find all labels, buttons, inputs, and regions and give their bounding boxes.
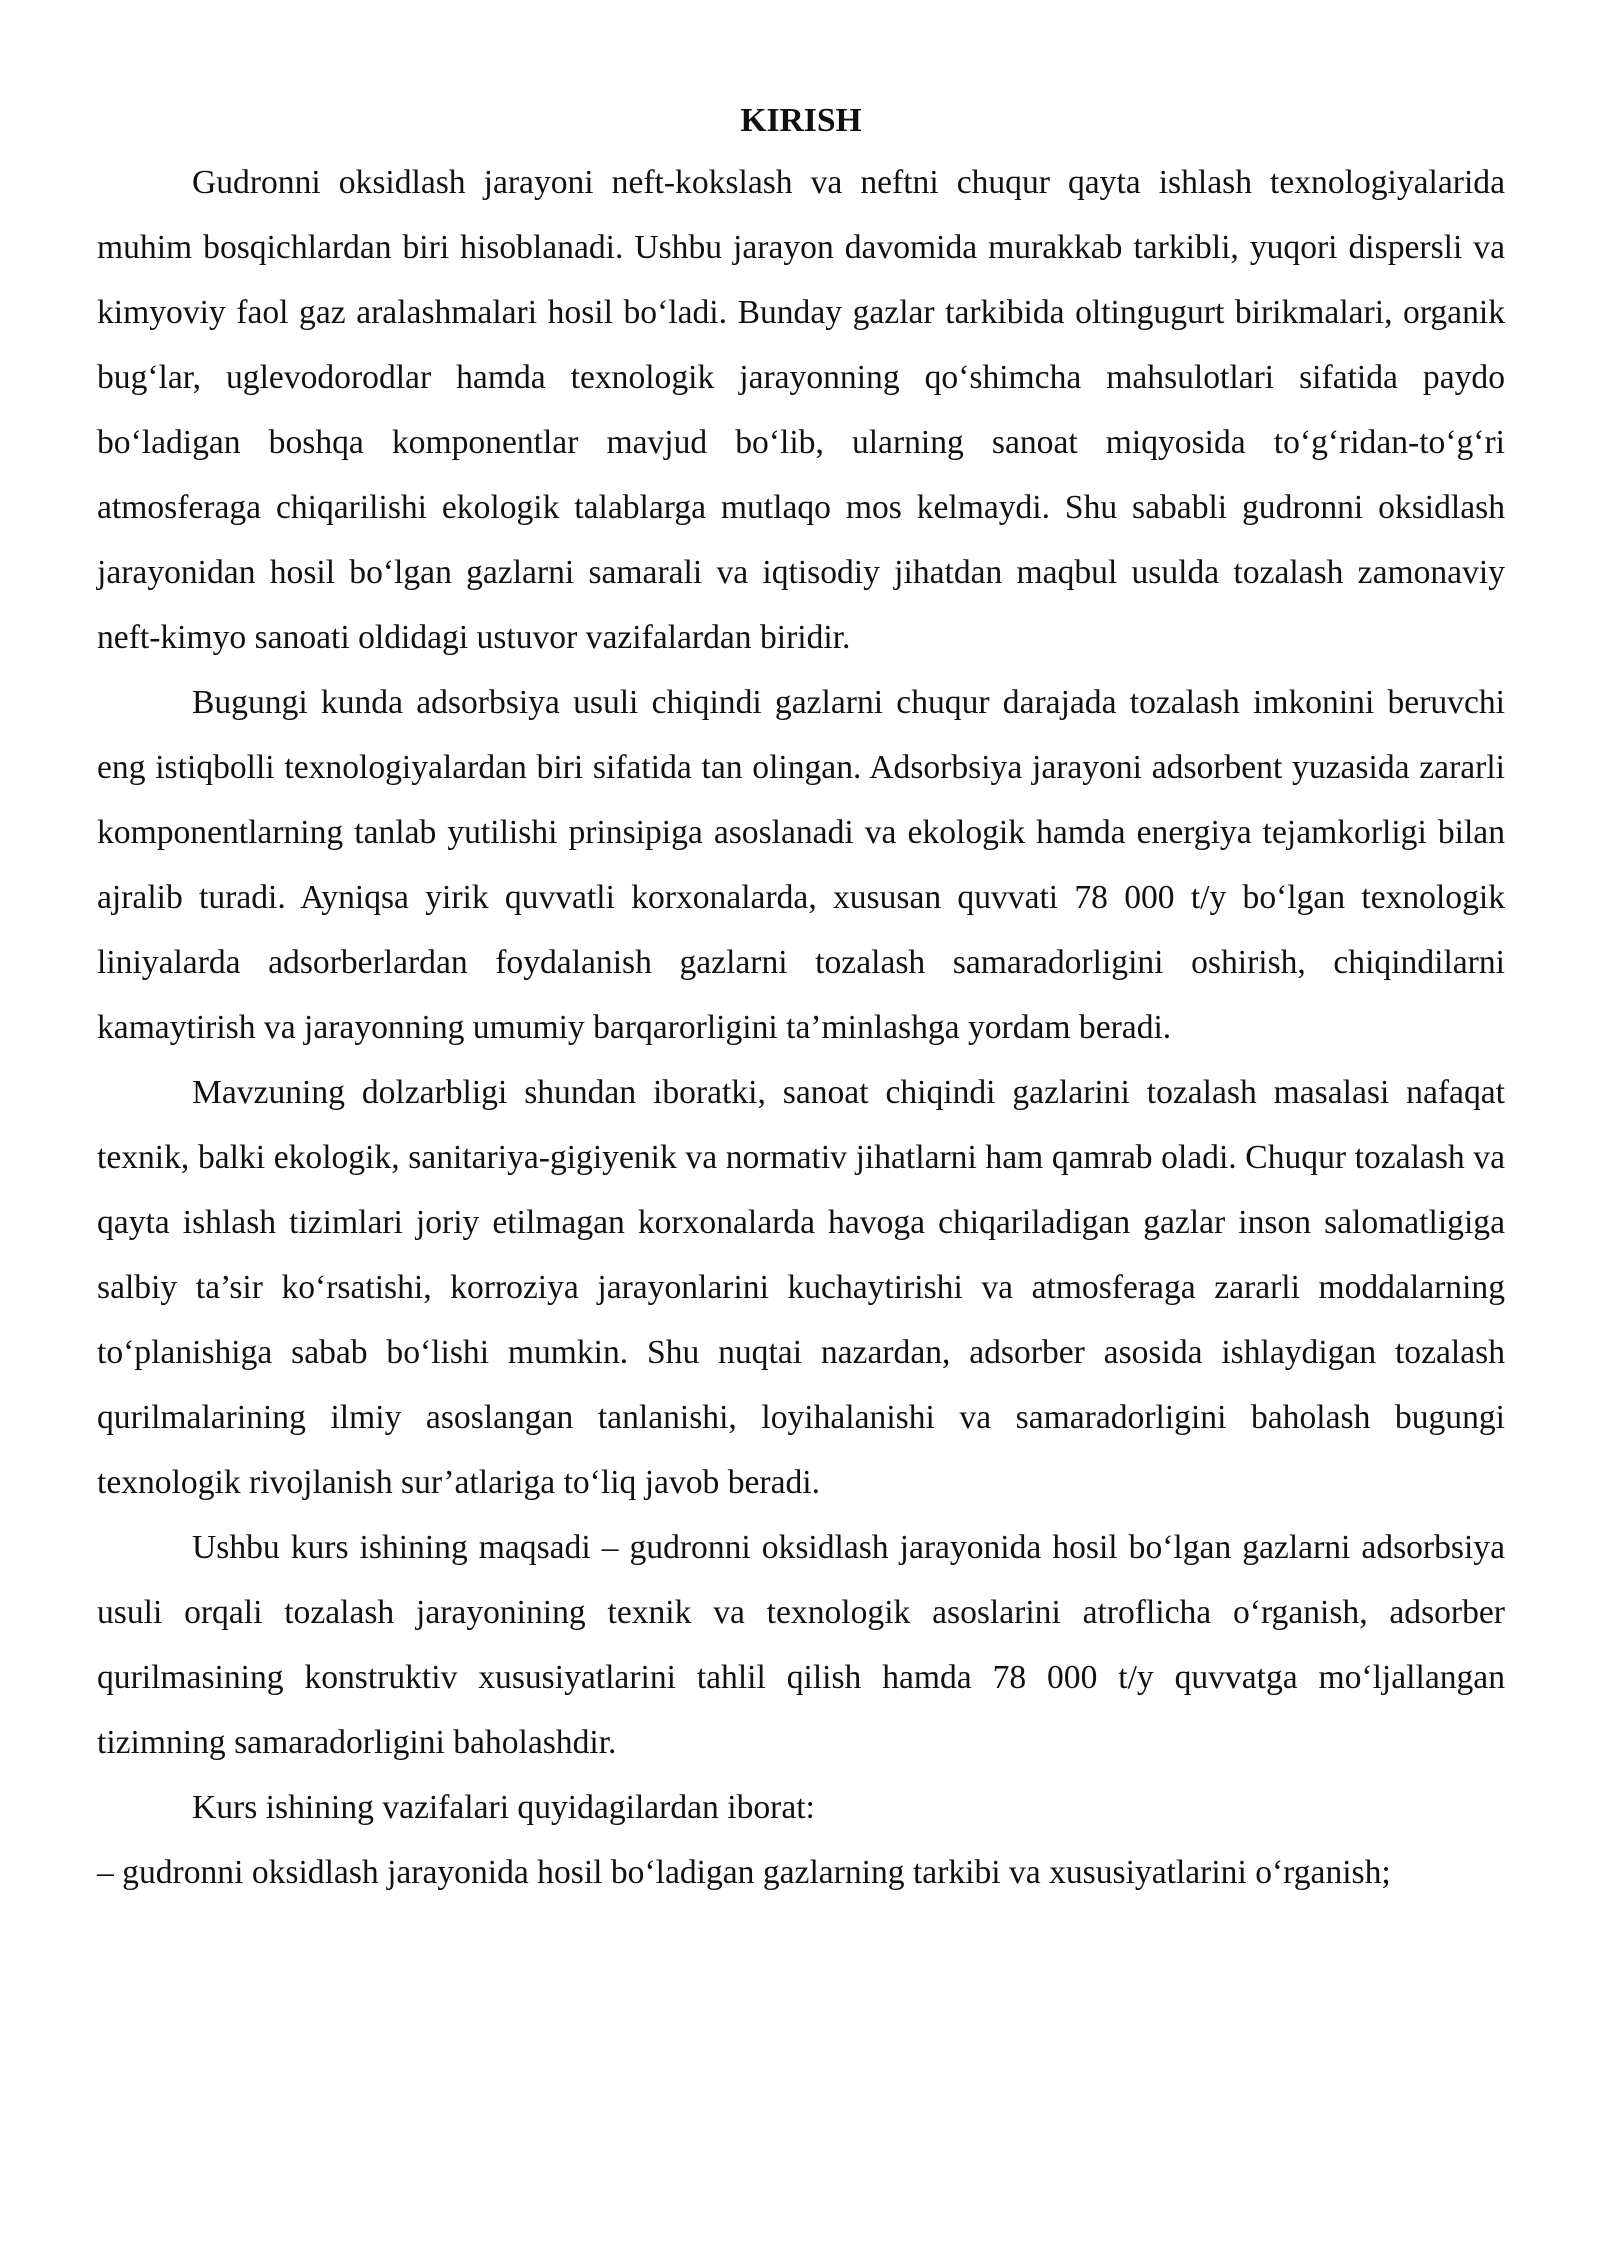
list-item-task-1: – gudronni oksidlash jarayonida hosil bo‘ladigan gazlarning tarkibi va xususiyatlarini o‘rganish; — [97, 1854, 1391, 1891]
document-title: KIRISH — [740, 102, 862, 139]
paragraph-introduction: Gudronni oksidlash jarayoni neft-kokslash va neftni chuqur qayta ishlash texnologiyalarida muhim bosqichlardan biri hisoblanadi. Ushbu jarayon davomida murakkab tarkibli, yuqori dispersli va kimyoviy faol gaz aralashmalari hosil bo‘ladi. Bunday gazlar tarkibida oltingugurt birikmalari, organik bug‘lar, uglevodorodlar hamda texnologik jarayonning qo‘shimcha mahsulotlari sifatida paydo bo‘ladigan boshqa komponentlar mavjud bo‘lib, ularning sanoat miqyosida to‘g‘ridan-to‘g‘ri atmosferaga chiqarilishi ekologik talablarga mutlaqo mos kelmaydi. Shu sababli gudronni oksidlash jarayonidan hosil bo‘lgan gazlarni samarali va iqtisodiy jihatdan maqbul usulda tozalash zamonaviy neft-kimyo sanoati oldidagi ustuvor vazifalardan biridir. — [97, 164, 1505, 656]
paragraph-relevance: Mavzuning dolzarbligi shundan iboratki, sanoat chiqindi gazlarini tozalash masalasi nafaqat texnik, balki ekologik, sanitariya-gigiyenik va normativ jihatlarni ham qamrab oladi. Chuqur tozalash va qayta ishlash tizimlari joriy etilmagan korxonalarda havoga chiqariladigan gazlar inson salomatligiga salbiy ta’sir ko‘rsatishi, korroziya jarayonlarini kuchaytirishi va atmosferaga zararli moddalarning to‘planishiga sabab bo‘lishi mumkin. Shu nuqtai nazardan, adsorber asosida ishlaydigan tozalash qurilmalarining ilmiy asoslangan tanlanishi, loyihalanishi va samaradorligini baholash bugungi texnologik rivojlanish sur’atlariga to‘liq javob beradi. — [97, 1074, 1505, 1501]
paragraph-goal: Ushbu kurs ishining maqsadi – gudronni oksidlash jarayonida hosil bo‘lgan gazlarni adsorbsiya usuli orqali tozalash jarayonining texnik va texnologik asoslarini atroflicha o‘rganish, adsorber qurilmasining konstruktiv xususiyatlarini tahlil qilish hamda 78 000 t/y quvvatga mo‘ljallangan tizimning samaradorligini baholashdir. — [97, 1529, 1505, 1761]
paragraph-tasks-intro: Kurs ishining vazifalari quyidagilardan iborat: — [192, 1789, 815, 1826]
paragraph-adsorption: Bugungi kunda adsorbsiya usuli chiqindi gazlarni chuqur darajada tozalash imkonini beruvchi eng istiqbolli texnologiyalardan biri sifatida tan olingan. Adsorbsiya jarayoni adsorbent yuzasida zararli komponentlarning tanlab yutilishi prinsipiga asoslanadi va ekologik hamda energiya tejamkorligi bilan ajralib turadi. Ayniqsa yirik quvvatli korxonalarda, xususan quvvati 78 000 t/y bo‘lgan texnologik liniyalarda adsorberlardan foydalanish gazlarni tozalash samaradorligini oshirish, chiqindilarni kamaytirish va jarayonning umumiy barqarorligini ta’minlashga yordam beradi. — [97, 684, 1505, 1046]
document-page — [97, 92, 1505, 1905]
